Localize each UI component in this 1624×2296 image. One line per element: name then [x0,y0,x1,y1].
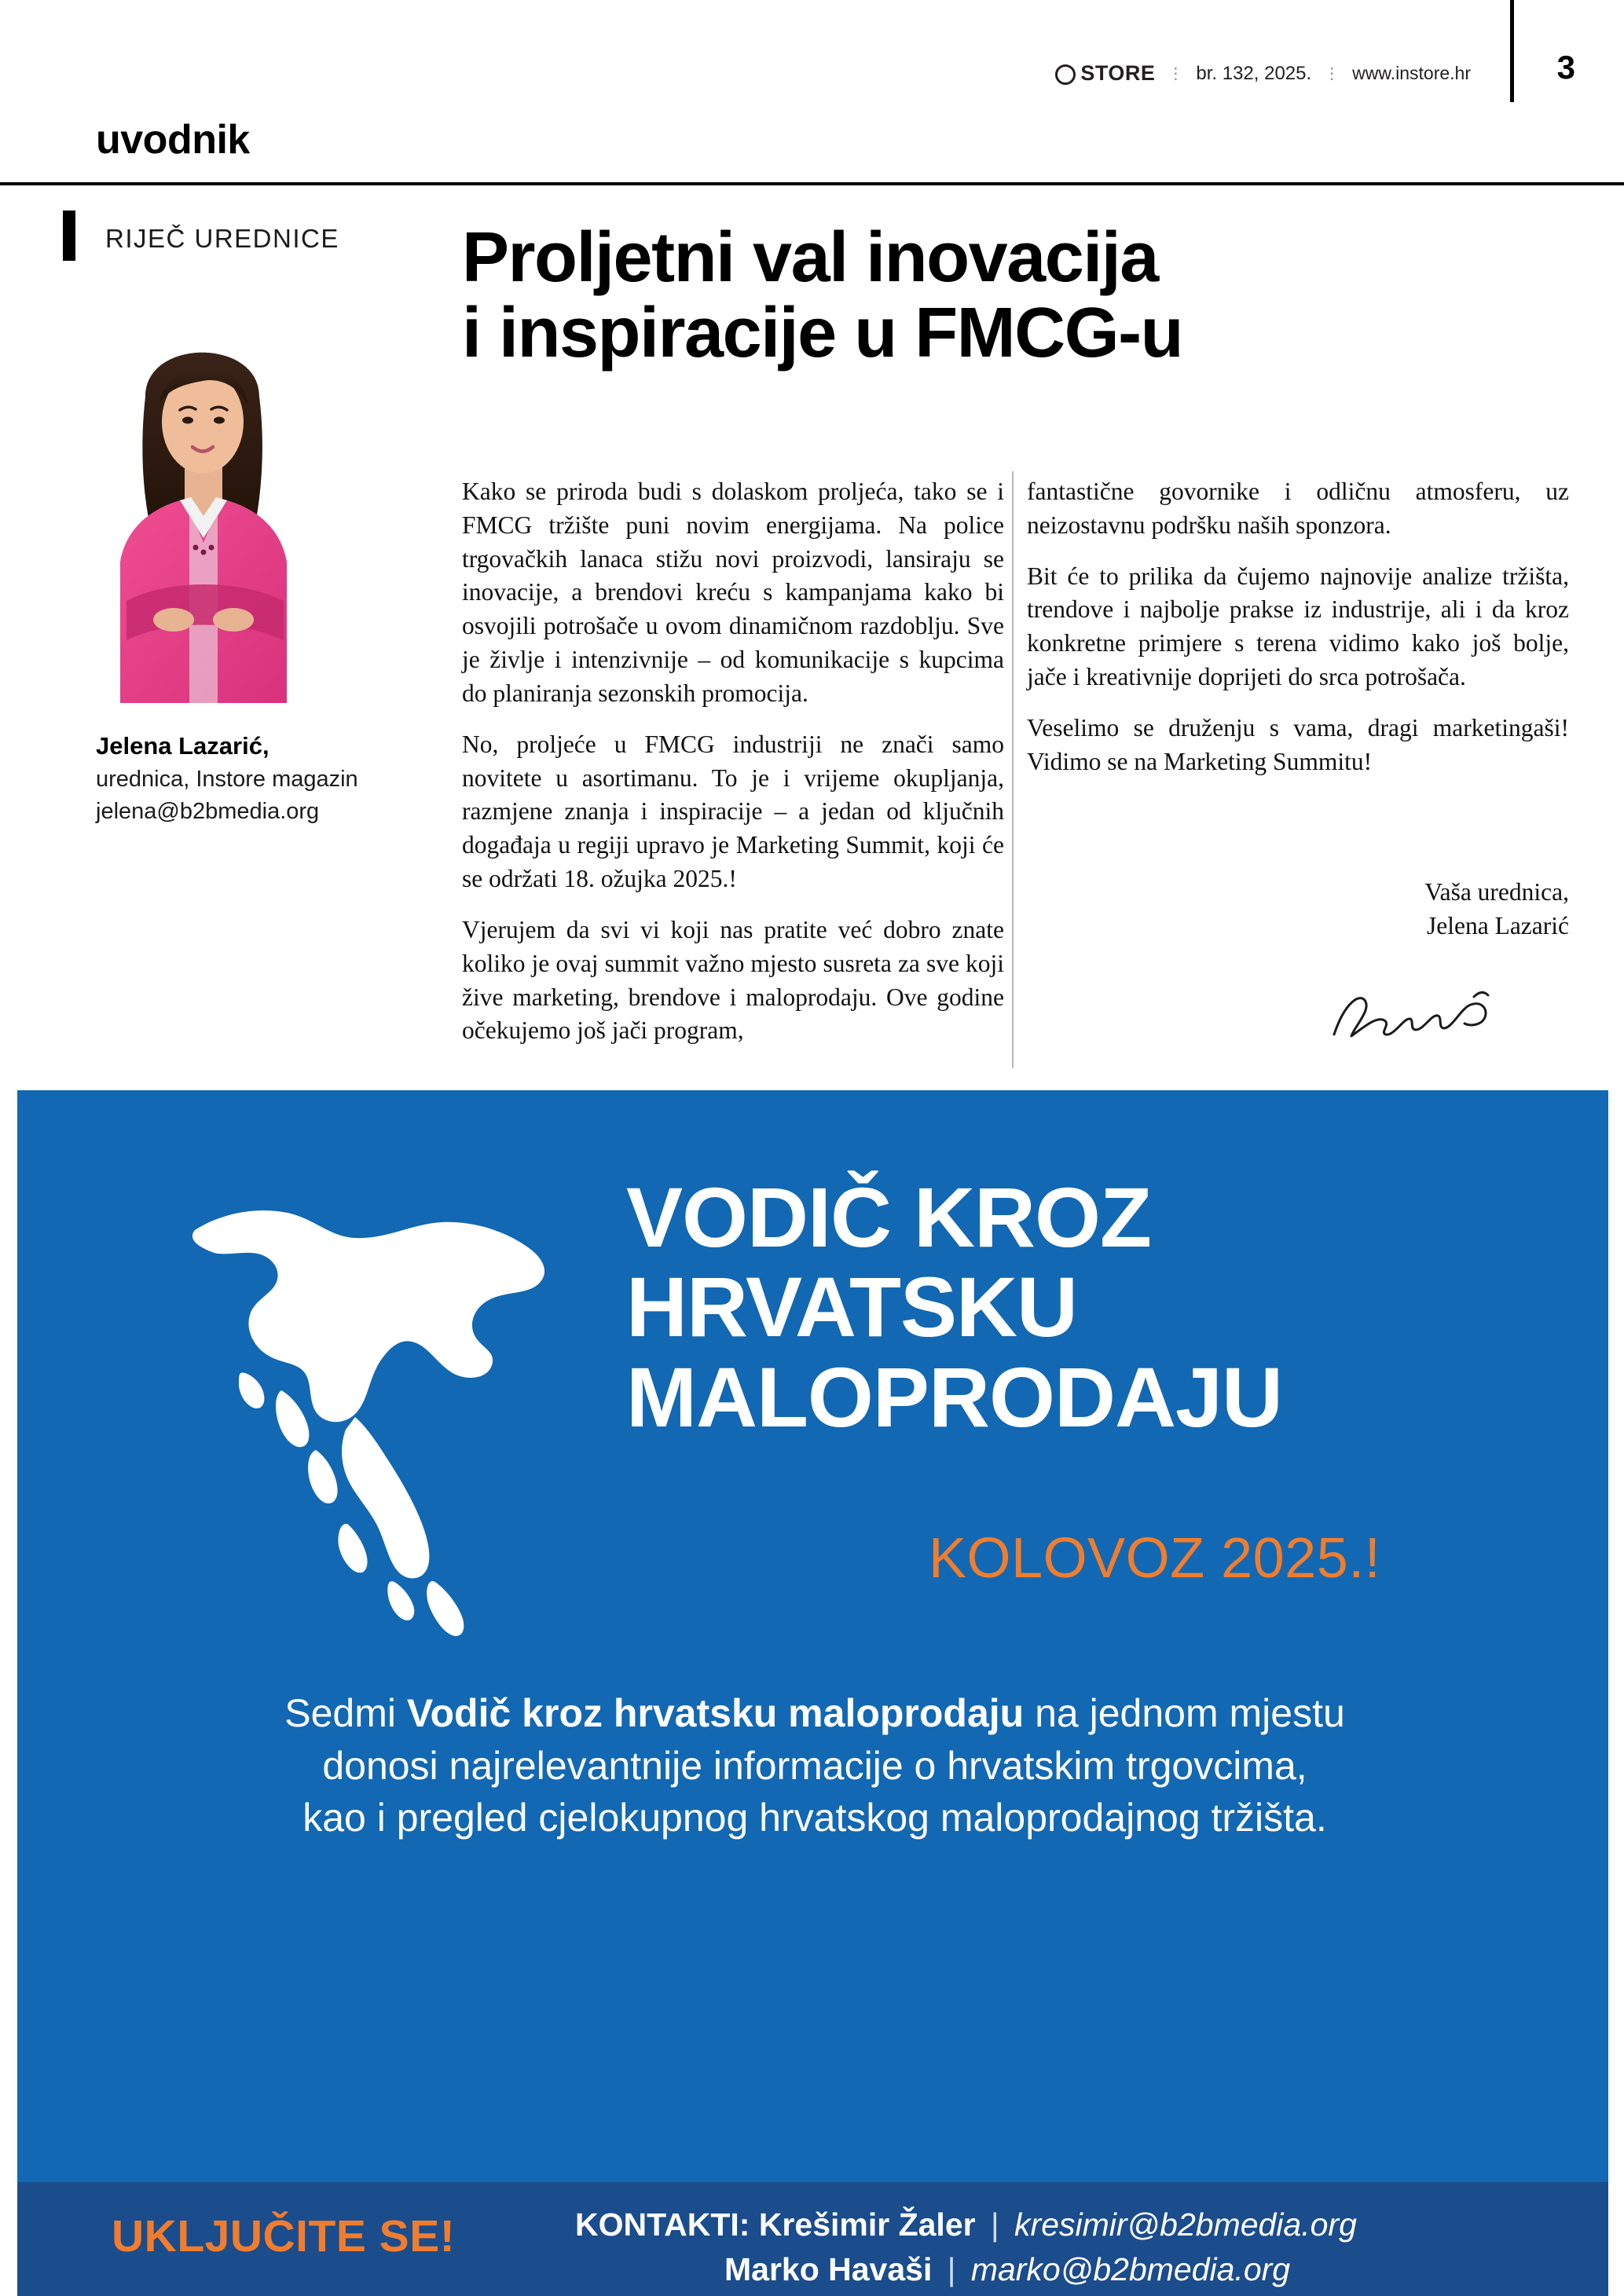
croatia-map-icon [119,1137,622,1648]
ad-title-line-3: MALOPRODAJU [626,1349,1283,1445]
paragraph: fantastične govornike i odličnu atmosferu, uz neizostavnu podršku naših sponzora. [1027,478,1569,539]
page-title: uvodnik [96,117,250,163]
signoff-line-2: Jelena Lazarić [1427,911,1569,939]
ad-description [112,1687,1518,1844]
contact-row-2 [575,2247,1357,2292]
ad-title-line-1: VODIČ KROZ [626,1170,1152,1265]
footer-band [17,2182,1608,2296]
masthead-divider-2: ⋮ [1324,65,1340,82]
contact-name-1: Krešimir Žaler [758,2206,976,2243]
ad-description-line-2: donosi najrelevantnije informacije o hrvatskim trgovcima, [322,1743,1307,1788]
headline-line-2: i inspiracije u FMCG-u [462,294,1183,373]
column-divider [1012,471,1014,1068]
kicker [63,211,339,261]
page-number-rule [1510,0,1514,102]
contact-name-2: Marko Havaši [724,2250,933,2287]
header-divider [0,182,1624,185]
author-email[interactable]: jelena@b2bmedia.org [96,799,320,825]
masthead-divider-1: ⋮ [1168,65,1184,82]
advertisement-banner [17,1090,1608,2182]
kicker-label: RIJEČ UREDNICE [105,224,339,253]
article-headline [462,220,1499,372]
article-column-right [1027,475,1569,796]
page-header [0,0,1624,173]
avatar [98,302,306,703]
headline-line-1: Proljetni val inovacija [462,218,1158,297]
footer-contacts [575,2203,1357,2291]
kicker-bar [63,211,75,261]
author-role: urednica, Instore magazin [96,767,358,793]
website-url: www.instore.hr [1352,63,1471,83]
contact-separator-2: | [947,2250,956,2287]
paragraph: Vjerujem da svi vi koji nas pratite već dobro znate koliko je ovaj summit važno mjesto susreta za sve koji žive marketing, brendove i maloprodaju. Ove godine očekujemo još jači program, [462,915,1004,1045]
contact-separator-1: | [990,2206,999,2243]
handwritten-signature-icon [1328,978,1516,1053]
croatia-map [119,1137,622,1648]
paragraph: Kako se priroda budi s dolaskom proljeća, tako se i FMCG tržište puni novim energijama. Na police trgovačkih lanaca stižu novi proizvodi, lansiraju se inovacije, a brendovi kreću s kampanjama kako bi osvojili potrošače u ovom dinamičnom razdoblju. Sve je življe i intenzivnije – od komunikacije s kupcima do planiranja sezonskih promocija. [462,478,1004,707]
contact-email-2[interactable]: marko@b2bmedia.org [970,2250,1291,2287]
author-name: Jelena Lazarić, [96,732,269,760]
brand-name: STORE [1080,61,1156,85]
contacts-label: KONTAKTI: [575,2206,750,2243]
issue-number: br. 132, 2025. [1196,62,1312,84]
paragraph: No, proljeće u FMCG industriji ne znači samo novitete u asortimanu. To je i vrijeme okupljanja, razmjene znanja i inspiracije – a jedan od ključnih događaja u regiji upravo je Marketing Summit, koji će se održati 18. ožujka 2025.! [462,730,1004,893]
ad-description-line-1 [112,1687,1518,1740]
article-column-left [462,475,1004,1065]
ad-date: KOLOVOZ 2025.! [929,1527,1381,1590]
ad-desc-bold: Vodič kroz hrvatsku maloprodaju [406,1691,1025,1735]
ad-description-line-3: kao i pregled cjelokupnog hrvatskog maloprodajnog tržišta. [302,1796,1327,1840]
contact-row-1 [575,2203,1357,2247]
store-logo [1055,61,1155,86]
signoff [1027,876,1569,943]
masthead [1055,61,1471,86]
paragraph: Bit će to prilika da čujemo najnovije analize tržišta, trendove i najbolje prakse iz industrije, ali i da kroz konkretne primjere s terena vidimo kako još bolje, jače i kreativnije doprijeti do srca potrošača. [1027,562,1569,691]
ad-title [626,1170,1530,1445]
store-logo-icon [1055,64,1076,85]
ad-desc-post: na jednom mjestu [1024,1691,1345,1735]
footer-cta[interactable]: UKLJUČITE SE! [112,2211,456,2261]
paragraph: Veselimo se druženju s vama, dragi marketingaši! Vidimo se na Marketing Summitu! [1027,713,1569,775]
ad-title-line-2: HRVATSKU [626,1259,1078,1355]
byline [96,729,434,828]
ad-desc-pre: Sedmi [284,1691,407,1735]
editor-portrait-image [98,302,306,703]
signoff-line-1: Vaša urednica, [1424,878,1569,906]
signature-image [1328,978,1516,1053]
page-number: 3 [1556,49,1575,86]
contact-email-1[interactable]: kresimir@b2bmedia.org [1014,2206,1357,2243]
